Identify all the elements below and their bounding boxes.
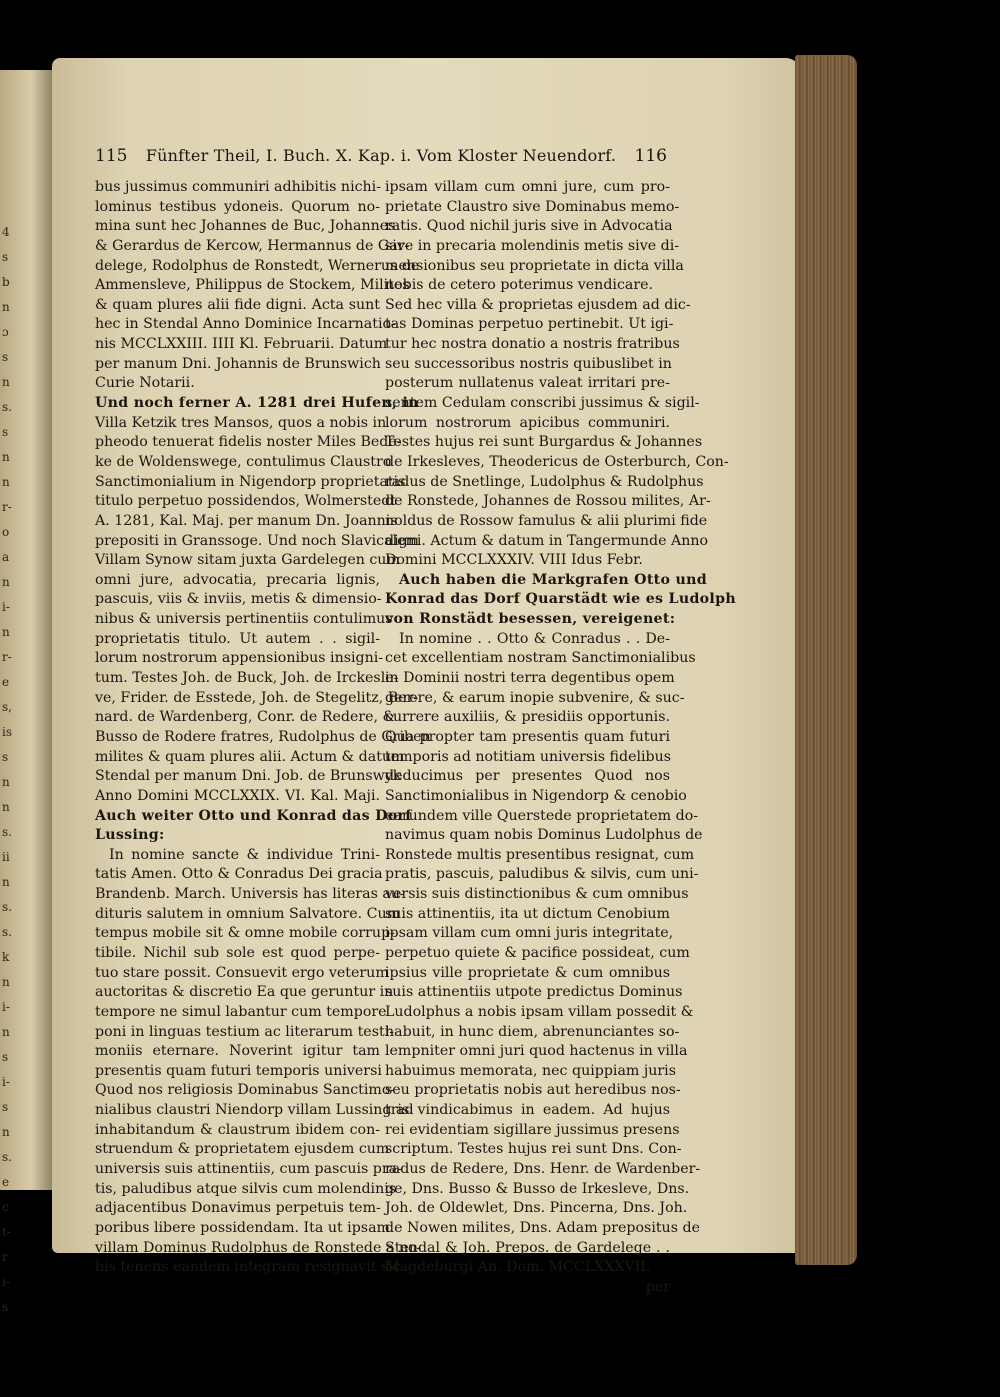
edge-char: a — [2, 550, 10, 564]
text-line: pheodo tenuerat fidelis noster Miles Bede- — [95, 434, 402, 451]
text-line: & Gerardus de Kercow, Hermannus de Gar- — [95, 237, 410, 254]
text-line: tur hec nostra donatio a nostris fratribus — [385, 336, 680, 353]
text-line: ve, Frider. de Esstede, Joh. de Stegelitz, Ber- — [95, 689, 419, 706]
text-line: posterum nullatenus valeat irritari pre- — [385, 375, 670, 392]
text-line: Und noch ferner A. 1281 drei Hufen, in — [95, 395, 419, 412]
edge-char: n — [2, 1025, 10, 1039]
text-line: In nomine sancte & individue Trini- — [109, 846, 380, 863]
text-line: Brandenb. March. Universis has literas au- — [95, 886, 405, 903]
edge-char: n — [2, 975, 10, 989]
text-line: sive in precaria molendinis metis sive di- — [385, 237, 680, 254]
text-line: In nomine . . Otto & Conradus . . De- — [399, 630, 670, 647]
edge-char: b — [2, 275, 10, 289]
text-line: tibile. Nichil sub sole est quod perpe- — [95, 944, 380, 961]
running-header — [95, 146, 667, 172]
edge-char: ɔ — [2, 325, 9, 339]
edge-char: e — [2, 675, 10, 689]
text-line: nibus & universis pertinentiis contulimus — [95, 611, 393, 628]
text-line: Busso de Rodere fratres, Rudolphus de Griben — [95, 728, 431, 745]
edge-char: i- — [2, 1000, 10, 1014]
running-title: Fünfter Theil, I. Buch. X. Kap. i. Vom Kloster Neuendorf. — [145, 146, 617, 165]
text-line: poni in linguas testium ac literarum testi- — [95, 1023, 395, 1040]
edge-char: is — [2, 725, 12, 739]
text-line: Auch haben die Markgrafen Otto und — [399, 571, 707, 588]
edge-char: r- — [2, 500, 12, 514]
text-line: tas Dominas perpetuo pertinebit. Ut igi- — [385, 316, 674, 333]
text-line: Sanctimonialibus in Nigendorp & cenobio — [385, 787, 687, 804]
text-line: de Nowen milites, Dns. Adam prepositus de — [385, 1219, 700, 1236]
text-line: Domini MCCLXXXIV. VIII Idus Febr. — [385, 552, 643, 569]
text-line: suis attinentiis, ita ut dictum Cenobium — [385, 905, 670, 922]
text-line: bis tenens eandem integram resignavit sic — [95, 1259, 401, 1276]
text-line: in Dominii nostri terra degentibus opem — [385, 670, 675, 687]
text-line: Stendal & Joh. Prepos. de Gardelege . . — [385, 1239, 670, 1256]
text-line: seu proprietatis nobis aut heredibus nos- — [385, 1082, 681, 1099]
edge-char: ii — [2, 850, 10, 864]
text-line: ipsam villam cum omni juris integritate, — [385, 925, 674, 942]
edge-char: n — [2, 300, 10, 314]
text-line: rei evidentiam sigillare jussimus presens — [385, 1121, 680, 1138]
text-line: per manum Dni. Johannis de Brunswich — [95, 355, 381, 372]
text-line: Villam Synow sitam juxta Gardelegen cum — [95, 552, 400, 569]
text-line: Quod nos religiosis Dominabus Sanctimo- — [95, 1082, 396, 1099]
text-line: ipsius ville proprietate & cum omnibus — [385, 964, 670, 981]
edge-char: s. — [2, 925, 12, 939]
text-line: radus de Snetlinge, Ludolphus & Rudolphus — [385, 473, 704, 490]
edge-char: n — [2, 375, 10, 389]
edge-char: n — [2, 875, 10, 889]
text-line: pratis, pascuis, paludibus & silvis, cum uni- — [385, 866, 699, 883]
edge-char: s — [2, 750, 9, 764]
edge-char: s. — [2, 900, 12, 914]
text-line: sentem Cedulam conscribi jussimus & sigil- — [385, 395, 700, 412]
text-line: ipsam villam cum omni jure, cum pro- — [385, 179, 670, 195]
edge-char: s — [2, 425, 9, 439]
text-line: Villa Ketzik tres Mansos, quos a nobis in — [95, 414, 387, 431]
edge-char: s. — [2, 825, 12, 839]
text-line: scriptum. Testes hujus rei sunt Dns. Con- — [385, 1141, 682, 1158]
text-line: temporis ad notitiam universis fidelibus — [385, 748, 672, 765]
text-line: Auch weiter Otto und Konrad das Dorf — [95, 807, 412, 824]
text-line: poribus libere possidendam. Ita ut ipsam — [95, 1219, 390, 1236]
text-line: perpetuo quiete & pacifice possideat, cum — [385, 944, 690, 961]
text-line: adjacentibus Donavimus perpetuis tem- — [95, 1200, 381, 1217]
edge-char: n — [2, 450, 10, 464]
text-line: universis suis attinentiis, cum pascuis pra- — [95, 1161, 402, 1178]
text-line: tempus mobile sit & omne mobile corrup- — [95, 925, 395, 942]
text-line: earundem ville Querstede proprietatem do- — [385, 807, 699, 824]
edge-char: s — [2, 1050, 9, 1064]
text-line: Sed hec villa & proprietas ejusdem ad dic- — [385, 296, 691, 313]
text-line: bus jussimus communiri adhibitis nichi- — [95, 179, 382, 195]
text-line: tum. Testes Joh. de Buck, Joh. de Irckesle- — [95, 670, 399, 687]
text-line: von Ronstädt besessen, vereigenet: — [385, 611, 676, 628]
text-line: Konrad das Dorf Quarstädt wie es Ludolph — [385, 591, 736, 608]
edge-char: s, — [2, 700, 12, 714]
text-line: ke de Woldenswege, contulimus Claustro — [95, 453, 392, 470]
text-line: & quam plures alii fide digni. Acta sunt — [95, 296, 380, 313]
edge-char: n — [2, 1125, 10, 1139]
text-line: presentis quam futuri temporis universi — [95, 1062, 382, 1079]
text-line: prepositi in Granssoge. Und noch Slavicalem — [95, 532, 419, 549]
text-line: prietate Claustro sive Dominabus memo- — [385, 198, 680, 215]
text-line: Ludolphus a nobis ipsam villam possedit & — [385, 1003, 694, 1020]
edge-char: s — [2, 1100, 9, 1114]
text-line: Curie Notarii. — [95, 375, 195, 392]
text-line: de Irkesleves, Theodericus de Osterburch, Con- — [385, 453, 729, 470]
text-line: mina sunt hec Johannes de Buc, Johannes — [95, 218, 396, 235]
text-line: digni. Actum & datum in Tangermunde Anno — [385, 532, 709, 549]
text-line: cet excellentiam nostram Sanctimonialibus — [385, 650, 696, 667]
text-line: tuo stare possit. Consuevit ergo veterum — [95, 964, 389, 981]
edge-char: e — [2, 1175, 10, 1189]
text-line: navimus quam nobis Dominus Ludolphus de — [385, 827, 703, 844]
text-line: titulo perpetuo possidendos, Wolmerstedt — [95, 493, 397, 510]
text-line: habuit, in hunc diem, abrenunciantes so- — [385, 1023, 680, 1040]
text-line: ge, Dns. Busso & Busso de Irkesleve, Dns. — [385, 1180, 690, 1197]
text-line: habuimus memorata, nec quippiam juris — [385, 1062, 677, 1079]
edge-char: 4 — [2, 225, 10, 239]
edge-char: s. — [2, 400, 12, 414]
text-line: gerere, & earum inopie subvenire, & suc- — [385, 689, 685, 706]
text-line: tis, paludibus atque silvis cum molendinis — [95, 1180, 397, 1197]
text-line: Stendal per manum Dni. Job. de Brunswyk — [95, 768, 402, 785]
text-line: Qua propter tam presentis quam futuri — [385, 728, 670, 745]
text-line: tempore ne simul labantur cum tempore — [95, 1003, 387, 1020]
text-line: versis suis distinctionibus & cum omnibus — [385, 886, 689, 903]
text-line: hec in Stendal Anno Dominice Incarnatio- — [95, 316, 396, 333]
text-line: seu successoribus nostris quibuslibet in — [385, 355, 672, 372]
text-line: pascuis, viis & inviis, metis & dimensio- — [95, 591, 382, 608]
book-fore-edge — [795, 55, 857, 1265]
edge-char: t- — [2, 1225, 11, 1239]
text-line: nobis de cetero poterimus vendicare. — [385, 277, 654, 294]
edge-char: n — [2, 575, 10, 589]
text-line: lorum nostrorum apicibus communiri. — [385, 414, 670, 431]
text-line: tatis Amen. Otto & Conradus Dei gracia — [95, 866, 383, 883]
right-text-column — [385, 178, 736, 1298]
text-line: A. 1281, Kal. Maj. per manum Dn. Joannis — [95, 512, 398, 529]
page-number-right: 116 — [634, 146, 667, 166]
text-line: inhabitandum & claustrum ibidem con- — [95, 1121, 380, 1138]
text-line: nard. de Wardenberg, Conr. de Redere, & — [95, 709, 396, 726]
text-line: mensionibus seu proprietate in dicta villa — [385, 257, 684, 274]
text-line: omni jure, advocatia, precaria lignis, — [95, 571, 380, 588]
edge-char: n — [2, 800, 10, 814]
text-line: noldus de Rossow famulus & alii plurimi fide — [385, 512, 708, 529]
edge-char: s — [2, 1300, 9, 1314]
edge-char: r- — [2, 650, 12, 664]
text-line: delege, Rodolphus de Ronstedt, Wernerus de — [95, 257, 420, 274]
text-line: radus de Redere, Dns. Henr. de Wardenber- — [385, 1161, 701, 1178]
text-line: proprietatis titulo. Ut autem . . sigil- — [95, 630, 380, 647]
text-line: de Ronstede, Johannes de Rossou milites, Ar- — [385, 493, 711, 510]
edge-char: n — [2, 625, 10, 639]
text-line: Magdeburgi An. Dom. MCCLXXXVII. — [385, 1259, 651, 1276]
text-line: struendum & proprietatem ejusdem cum — [95, 1141, 390, 1158]
text-line: Ammensleve, Philippus de Stockem, Milites — [95, 277, 410, 294]
edge-char: s — [2, 350, 9, 364]
text-line: Joh. de Oldewlet, Dns. Pincerna, Dns. Joh. — [385, 1200, 688, 1217]
left-text-column — [95, 178, 431, 1278]
text-line: suis attinentiis utpote predictus Dominus — [385, 984, 683, 1001]
text-line: deducimus per presentes Quod nos — [385, 768, 670, 785]
page-number-left: 115 — [95, 146, 128, 166]
text-line: Testes hujus rei sunt Burgardus & Johannes — [385, 434, 703, 451]
text-line: Anno Domini MCCLXXIX. VI. Kal. Maji. — [95, 787, 380, 804]
edge-char: k — [2, 950, 10, 964]
edge-char: s. — [2, 1150, 12, 1164]
previous-page-edge — [0, 70, 52, 1314]
edge-char: i- — [2, 1275, 10, 1289]
edge-char: i- — [2, 600, 10, 614]
text-line: currere auxiliis, & presidiis opportunis. — [385, 709, 670, 726]
text-line: lempniter omni juri quod hactenus in villa — [385, 1043, 688, 1060]
text-line: Sanctimonialium in Nigendorp proprietatis — [95, 473, 406, 490]
text-line: villam Dominus Rudolphus de Ronstede a no- — [95, 1239, 422, 1256]
edge-char: o — [2, 525, 10, 539]
text-line: Ronstede multis presentibus resignat, cum — [385, 846, 695, 863]
text-line: milites & quam plures alii. Actum & datum — [95, 748, 405, 765]
edge-char: r — [2, 1250, 8, 1264]
edge-char: i- — [2, 1075, 10, 1089]
text-line: nis MCCLXXIII. IIII Kl. Februarii. Datum — [95, 336, 388, 353]
text-line: Lussing: — [95, 827, 165, 844]
edge-char: s — [2, 250, 9, 264]
text-line: per — [645, 1278, 670, 1295]
edge-char: n — [2, 475, 10, 489]
edge-char: n — [2, 775, 10, 789]
text-line: tris vindicabimus in eadem. Ad hujus — [385, 1102, 670, 1119]
text-line: dituris salutem in omnium Salvatore. Cum — [95, 905, 401, 922]
text-line: lorum nostrorum appensionibus insigni- — [95, 650, 384, 667]
text-line: auctoritas & discretio Ea que geruntur in — [95, 984, 394, 1001]
previous-page-cut-text — [2, 220, 20, 1320]
edge-char: c — [2, 1200, 9, 1214]
text-line: lominus testibus ydoneis. Quorum no- — [95, 198, 380, 215]
text-line: moniis eternare. Noverint igitur tam — [95, 1043, 380, 1060]
text-line: nialibus claustri Niendorp villam Lussing ad — [95, 1102, 414, 1119]
text-line: ratis. Quod nichil juris sive in Advocatia — [385, 218, 673, 235]
